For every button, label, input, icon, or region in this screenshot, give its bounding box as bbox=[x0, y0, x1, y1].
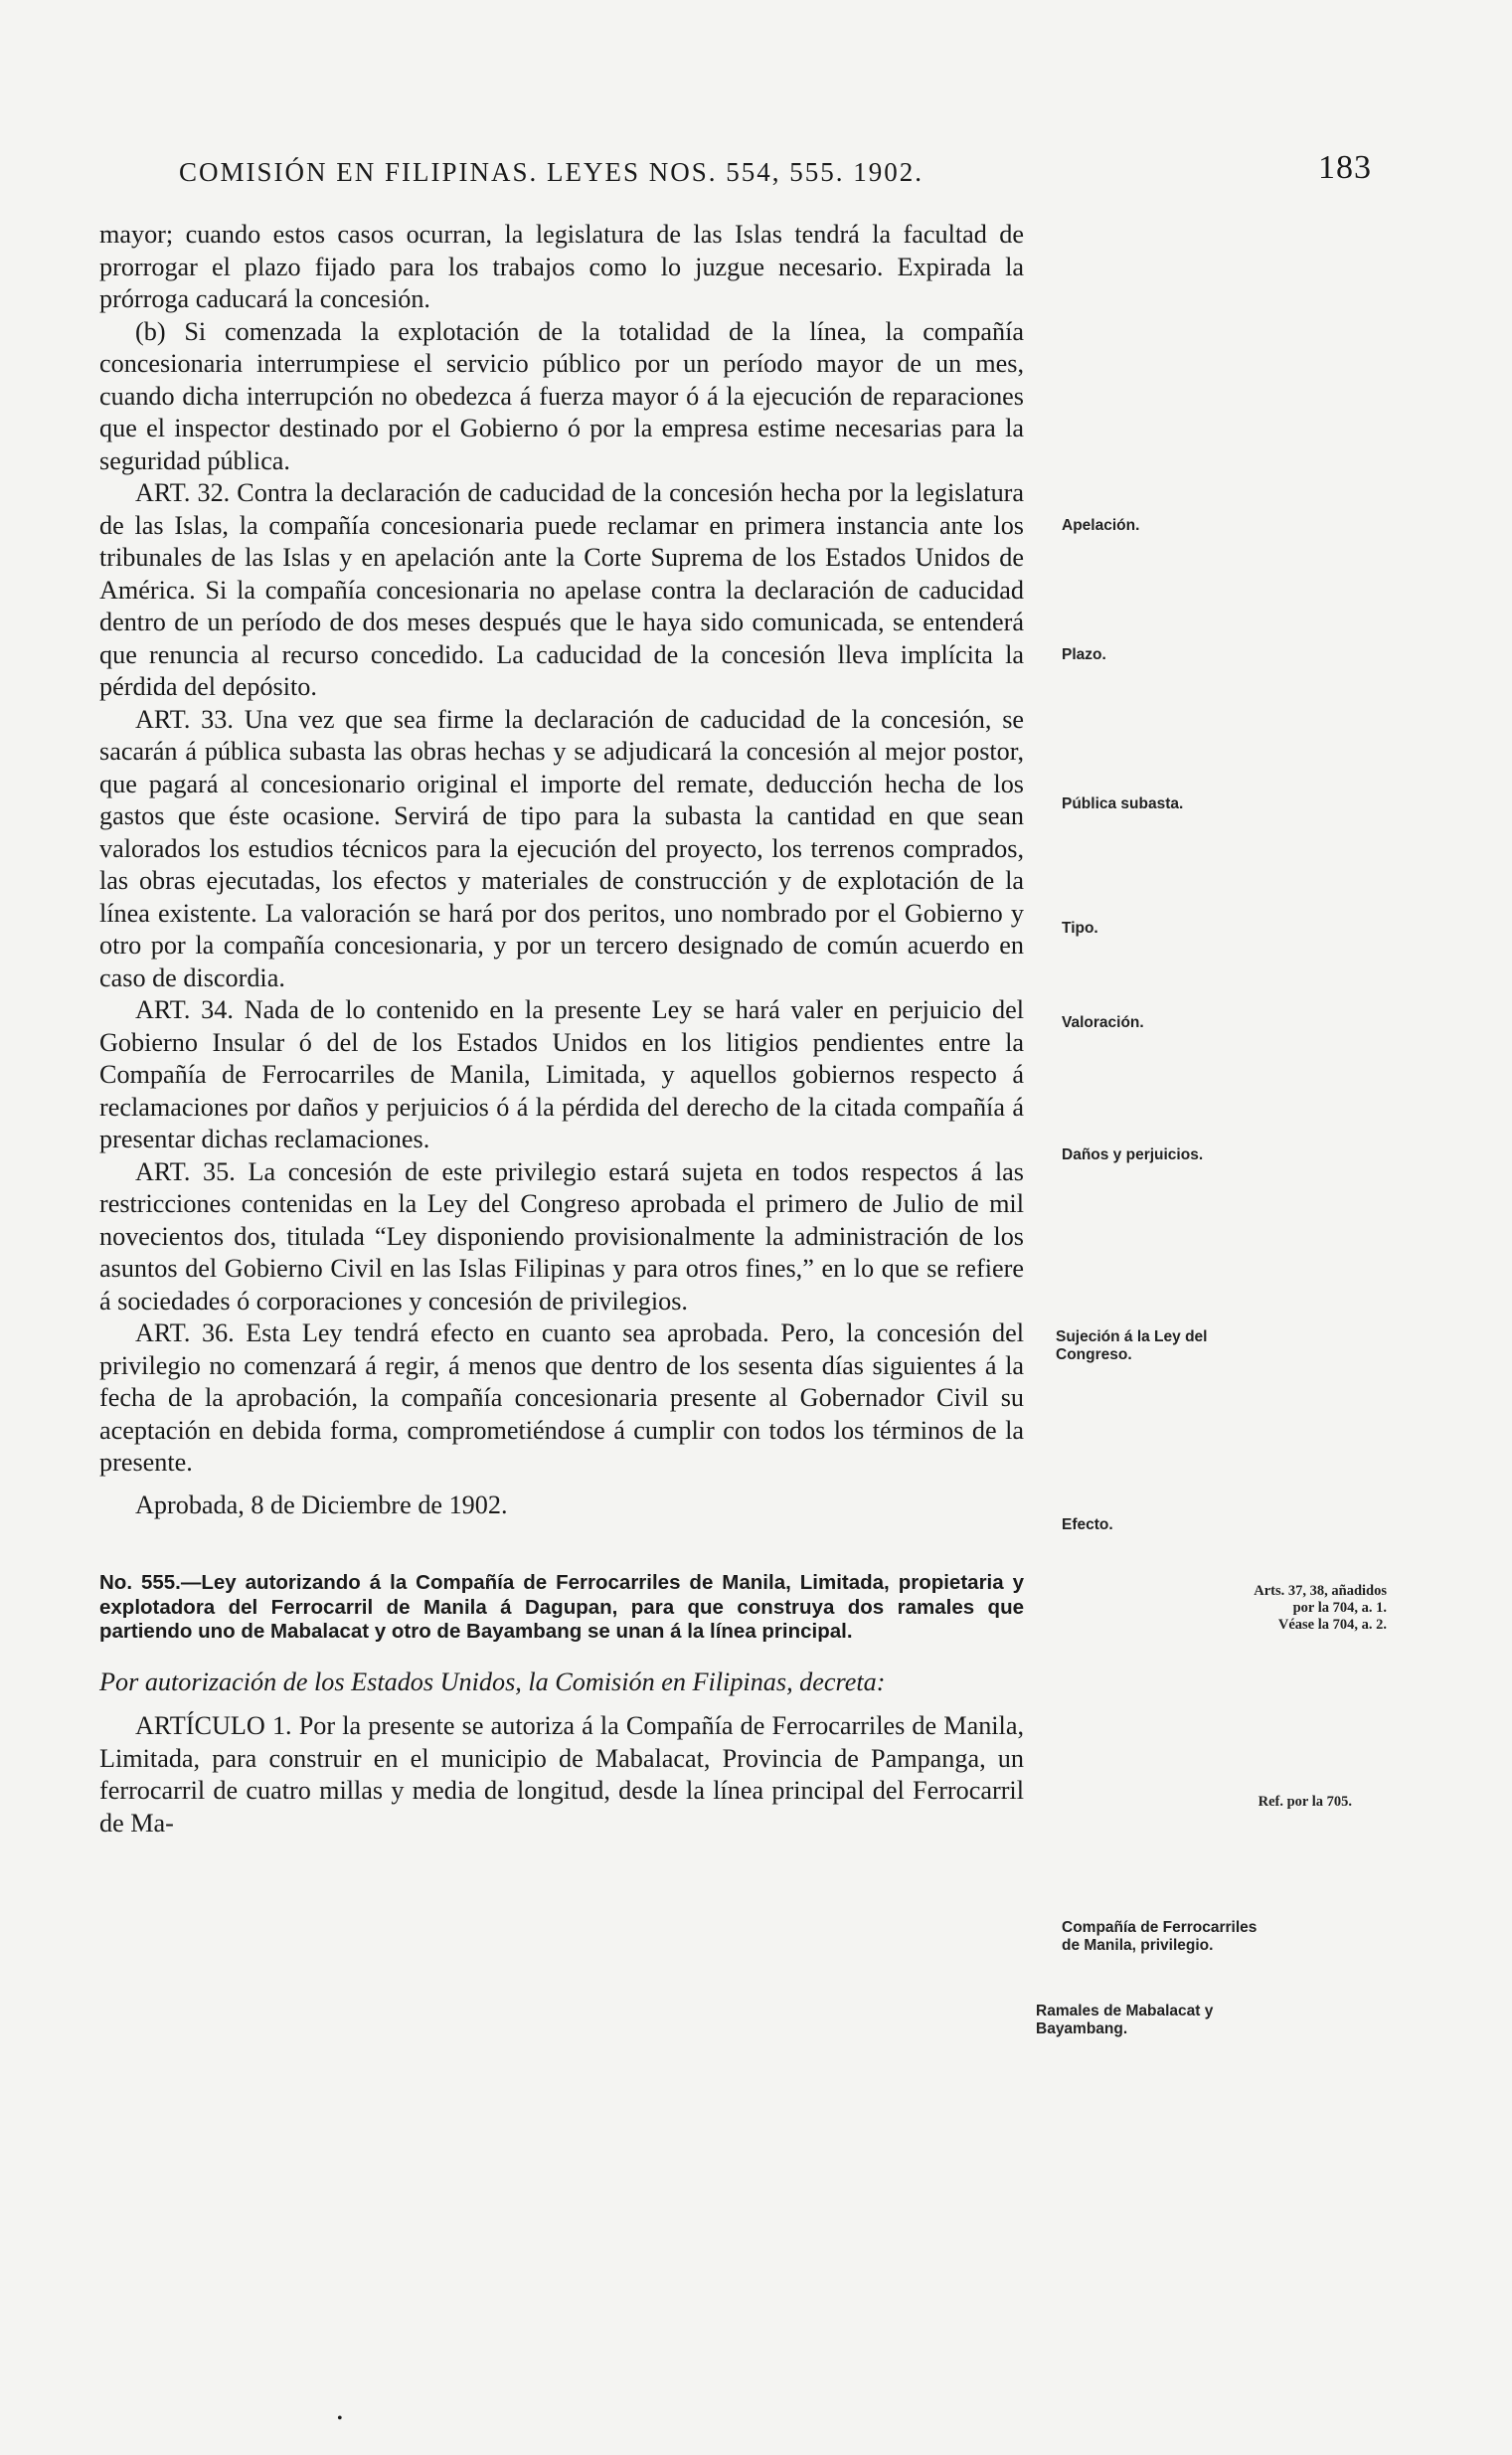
print-mark: • bbox=[337, 2410, 343, 2427]
margin-note-sujecion: Sujeción á la Ley del Congreso. bbox=[1056, 1328, 1208, 1363]
article-label: ART. 36. bbox=[135, 1318, 235, 1347]
article-32: ART. 32. Contra la declaración de caducidad de la concesión hecha por la legislatura de las Islas, la compañía concesionaria puede reclamar en primera instancia ante los tribunales de las Islas y en apelación ante la Corte Suprema de los Estados Unidos de América. Si la compañía concesionaria no apelase contra la declaración de caducidad dentro de un período de dos meses después que le haya sido comunicada, se entenderá que renuncia al recurso concedido. La caducidad de la concesión lleva implícita la pérdida del depósito. bbox=[99, 478, 1025, 701]
act-555-title: No. 555.—Ley autorizando á la Compañía de Ferrocarriles de Manila, Limitada, propietaria y explotadora del Ferrocarril de Manila á Dagupan, para que construya dos ramales que partiendo uno de Mabalacat y otro de Bayambang se unan á la línea principal. bbox=[99, 1571, 1024, 1643]
margin-note-efecto: Efecto. bbox=[1062, 1516, 1113, 1533]
paragraph-continuation: mayor; cuando estos casos ocurran, la legislatura de las Islas tendrá la facultad de prorrogar el plazo fijado para los trabajos como lo juzgue necesario. Expirada la prórroga caducará la concesión. bbox=[99, 220, 1024, 313]
article-36: ART. 36. Esta Ley tendrá efecto en cuanto sea aprobada. Pero, la concesión del privilegio no comenzará á regir, á menos que dentro de los sesenta días siguientes á la fecha de la aprobación, la compañía concesionaria presente al Gobernador Civil su aceptación en debida forma, comprometiéndose á cumplir con todos los términos de la presente. bbox=[99, 1318, 1024, 1477]
margin-note-plazo: Plazo. bbox=[1062, 646, 1106, 663]
article-label: ART. 35. bbox=[135, 1156, 236, 1186]
article-label: ART. 34. bbox=[135, 995, 234, 1024]
article-label: ART. 33. bbox=[135, 704, 234, 734]
page-number: 183 bbox=[1318, 149, 1372, 186]
article-33: ART. 33. Una vez que sea firme la declaración de caducidad de la concesión, se sacarán á pública subasta las obras hechas y se adjudicará la concesión al mejor postor, que pagará al concesionario original el importe del remate, deducción hecha de los gastos que éste ocasione. Servirá de tipo para la subasta la cantidad en que sean valorados los estudios técnicos para la ejecución del proyecto, los terrenos comprados, las obras ejecutadas, los efectos y materiales de construcción y de explotación de la línea existente. La valoración se hará por dos peritos, uno nombrado por el Gobierno y otro por la compañía concesionaria, y por un tercero designado de común acuerdo en caso de discordia. bbox=[99, 704, 1025, 992]
margin-note-danos: Daños y perjuicios. bbox=[1062, 1146, 1204, 1163]
article-34: ART. 34. Nada de lo contenido en la presente Ley se hará valer en perjuicio del Gobierno Insular ó del de los Estados Unidos en los litigios pendientes entre la Compañía de Ferrocarriles de Manila, Limitada, y aquellos gobiernos respecto á reclamaciones por daños y perjuicios ó á la pérdida del derecho de la citada compañía á presentar dichas reclamaciones. bbox=[99, 995, 1024, 1153]
margin-note-publica-subasta: Pública subasta. bbox=[1062, 795, 1184, 812]
article-label: ARTÍCULO 1. bbox=[135, 1711, 292, 1740]
margin-note-ref: Ref. por la 705. bbox=[1258, 1794, 1352, 1810]
running-title: COMISIÓN EN FILIPINAS. LEYES NOS. 554, 555. 1902. bbox=[179, 157, 924, 187]
article-35: ART. 35. La concesión de este privilegio estará sujeta en todos respectos á las restricciones contenidas en la Ley del Congreso aprobada el primero de Julio de mil novecientos dos, titulada “Ley disponiendo provisionalmente la administración de los asuntos del Gobierno Civil en las Islas Filipinas y para otros fines,” en lo que se refiere á sociedades ó corporaciones y concesión de privilegios. bbox=[99, 1156, 1024, 1315]
margin-note-ramales: Ramales de Mabalacat y Bayambang. bbox=[1036, 2003, 1214, 2037]
main-text bbox=[99, 219, 1024, 1840]
margin-note-apelacion: Apelación. bbox=[1062, 517, 1140, 534]
running-header bbox=[179, 149, 1372, 199]
margin-note-arts: Arts. 37, 38, añadidos por la 704, a. 1. Véase la 704, a. 2. bbox=[1254, 1583, 1387, 1633]
decree-line: Por autorización de los Estados Unidos, la Comisión en Filipinas, decreta: bbox=[99, 1666, 886, 1696]
paragraph-b: (b) Si comenzada la explotación de la totalidad de la línea, la compañía concesionaria interrumpiese el servicio público por un período mayor de un mes, cuando dicha interrupción no obedezca á fuerza mayor ó á la ejecución de reparaciones que el inspector destinado por el Gobierno ó por la empresa estime necesarias para la seguridad pública. bbox=[99, 316, 1024, 475]
article-1: ARTÍCULO 1. Por la presente se autoriza á la Compañía de Ferrocarriles de Manila, Limitada, para construir en el municipio de Mabalacat, Provincia de Pampanga, un ferrocarril de cuatro millas y media de longitud, desde la línea principal del Ferrocarril de Ma- bbox=[99, 1711, 1025, 1838]
margin-note-tipo: Tipo. bbox=[1062, 920, 1098, 937]
margin-note-compania: Compañía de Ferrocarriles de Manila, privilegio. bbox=[1062, 1919, 1258, 1954]
margin-note-valoracion: Valoración. bbox=[1062, 1014, 1144, 1031]
article-label: ART. 32. bbox=[135, 478, 231, 507]
approval-date: Aprobada, 8 de Diciembre de 1902. bbox=[135, 1490, 508, 1519]
